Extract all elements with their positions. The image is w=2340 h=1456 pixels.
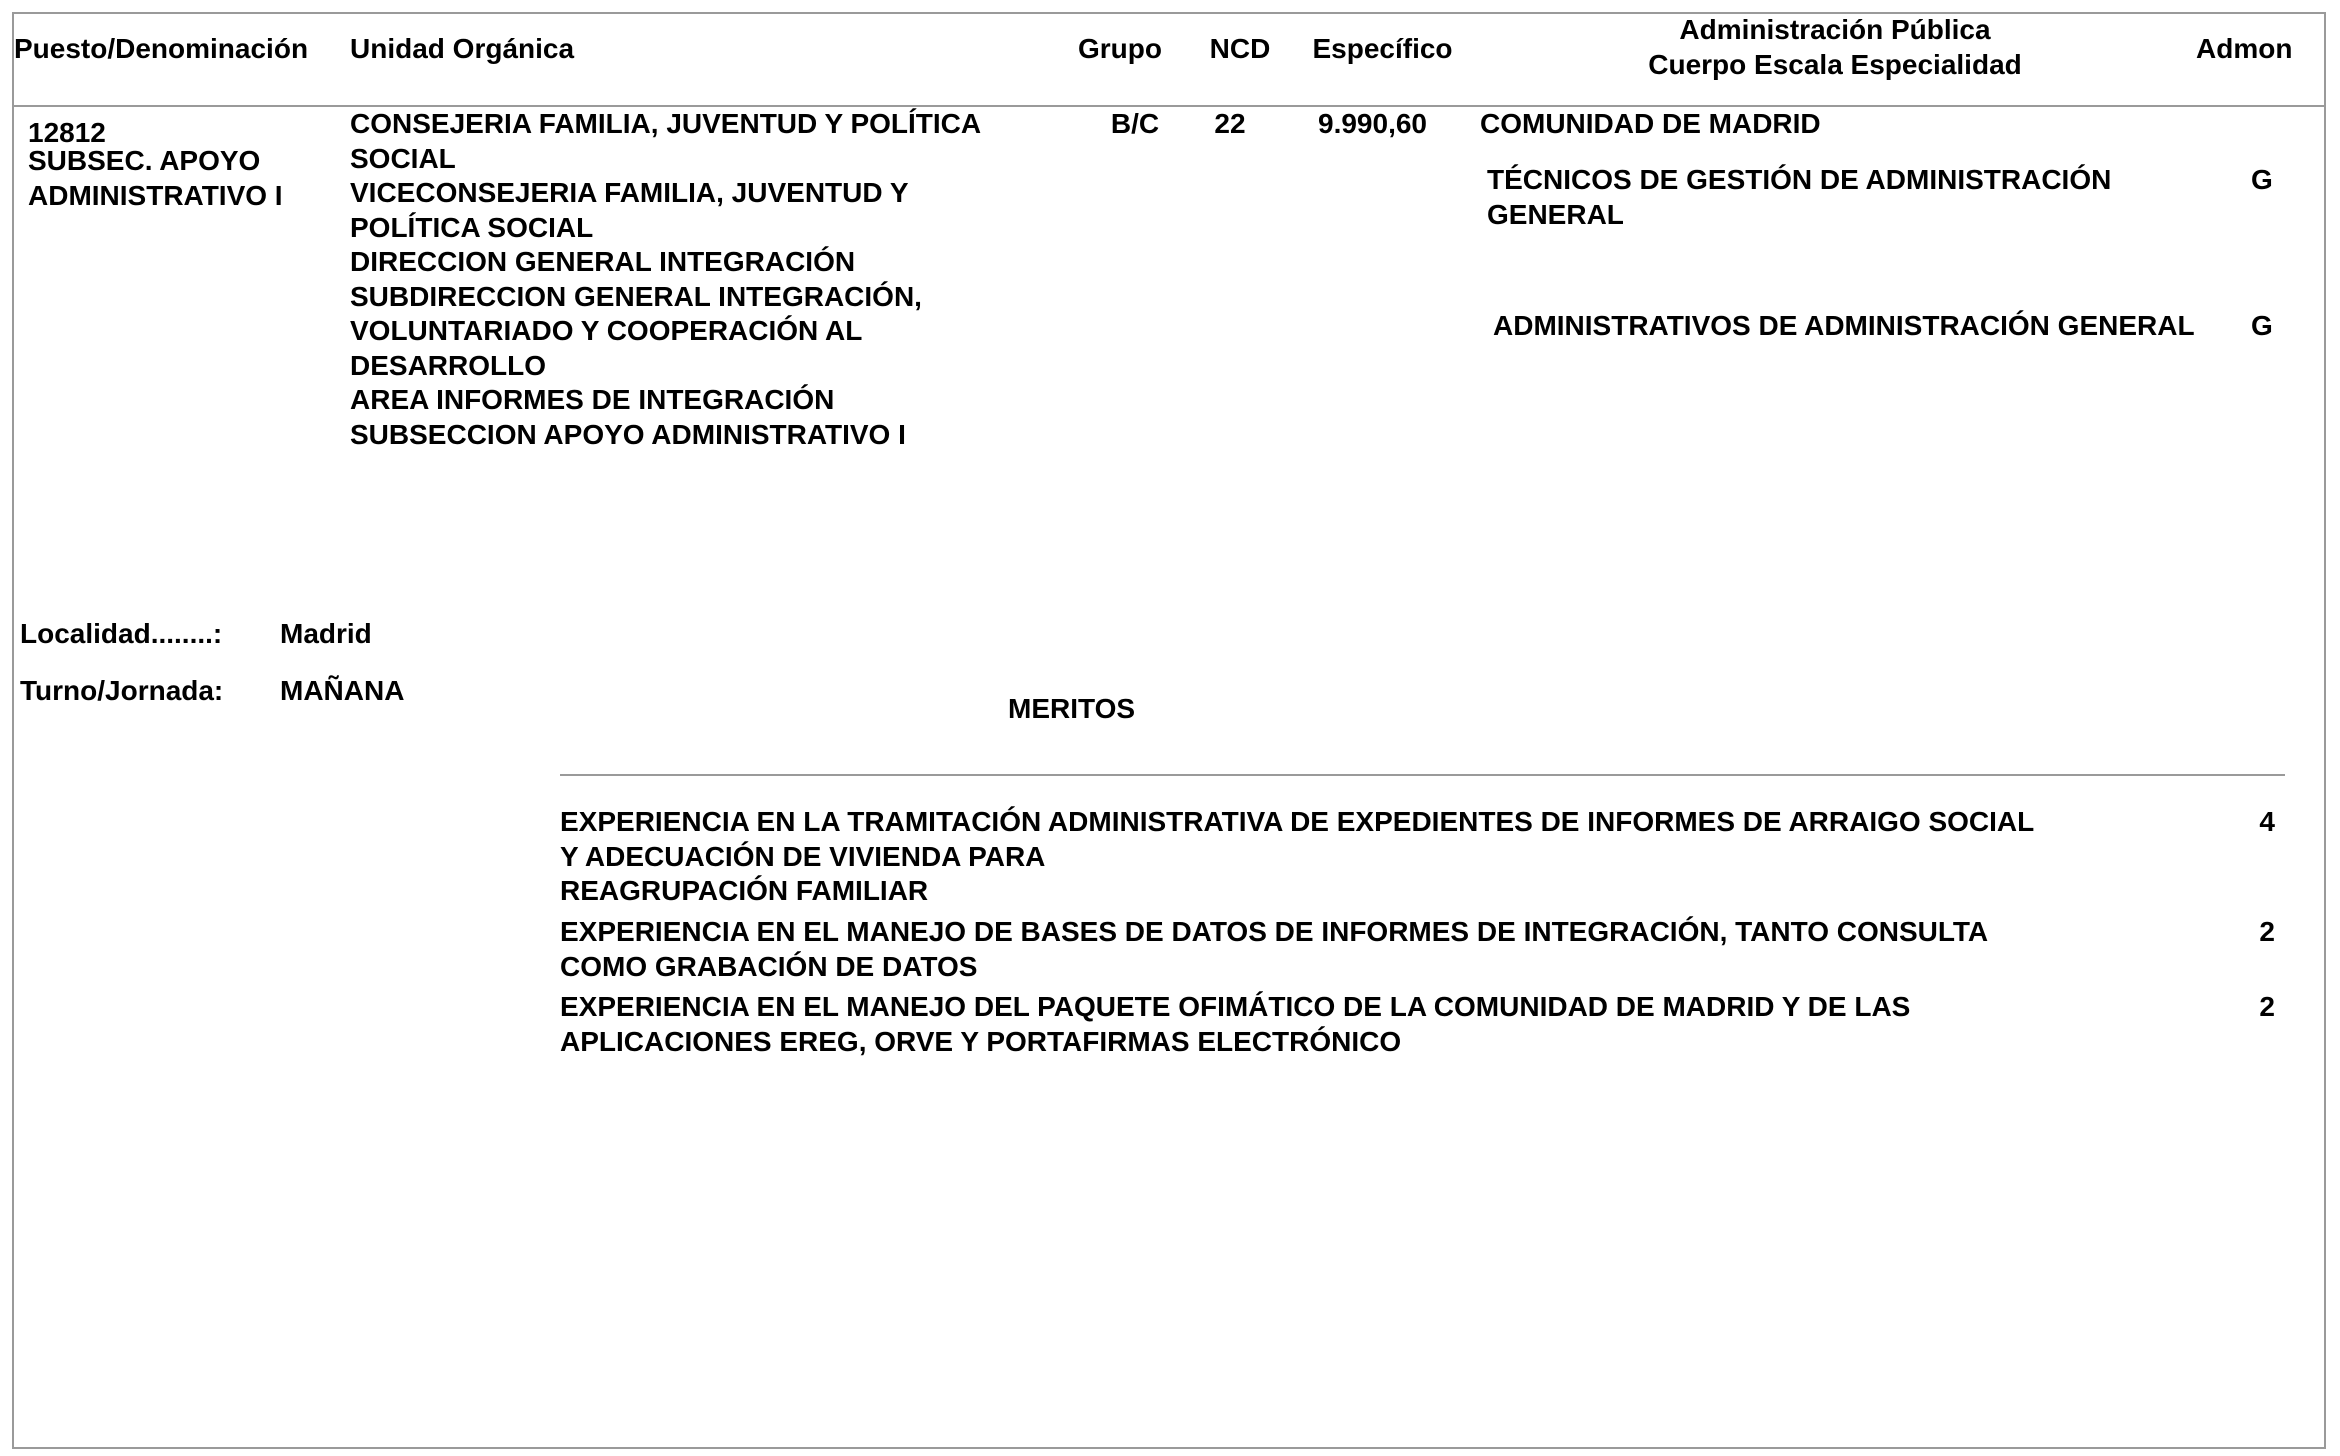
unidad-line: SUBSECCION APOYO ADMINISTRATIVO I bbox=[350, 418, 906, 450]
merito-line: EXPERIENCIA EN EL MANEJO DEL PAQUETE OFIMÁTICO DE LA COMUNIDAD DE MADRID Y DE LAS bbox=[560, 991, 1911, 1022]
merito-line: EXPERIENCIA EN EL MANEJO DE BASES DE DATOS DE INFORMES DE INTEGRACIÓN, TANTO CONSULTA bbox=[560, 916, 1989, 947]
header-unidad: Unidad Orgánica bbox=[350, 33, 575, 64]
unidad-line: DIRECCION GENERAL INTEGRACIÓN bbox=[350, 246, 856, 277]
merito-item bbox=[560, 805, 2034, 909]
merito-points: 2 bbox=[2259, 916, 2275, 947]
merito-points: 4 bbox=[2259, 806, 2275, 837]
merito-item bbox=[560, 915, 1988, 984]
cuerpo-line: GENERAL bbox=[1487, 198, 1624, 230]
cuerpo-item bbox=[1487, 163, 2111, 232]
merito-line: EXPERIENCIA EN LA TRAMITACIÓN ADMINISTRATIVA DE EXPEDIENTES DE INFORMES DE ARRAIGO SOCIAL bbox=[560, 806, 2035, 837]
cuerpo-line: TÉCNICOS DE GESTIÓN DE ADMINISTRACIÓN bbox=[1487, 164, 2112, 195]
administracion-value: COMUNIDAD DE MADRID bbox=[1480, 108, 1821, 139]
localidad-value: Madrid bbox=[280, 618, 372, 649]
cuerpo-line: ADMINISTRATIVOS DE ADMINISTRACIÓN GENERAL bbox=[1493, 310, 2195, 341]
turno-value: MAÑANA bbox=[280, 675, 405, 706]
header-puesto: Puesto/Denominación bbox=[14, 33, 309, 64]
meritos-title: MERITOS bbox=[1008, 693, 1136, 724]
unidad-line: POLÍTICA SOCIAL bbox=[350, 211, 594, 243]
especifico-value: 9.990,60 bbox=[1318, 108, 1427, 139]
merito-points: 2 bbox=[2259, 991, 2275, 1022]
localidad-label: Localidad........: bbox=[20, 618, 223, 649]
puesto-code: 12812 bbox=[28, 117, 106, 148]
meritos-divider bbox=[560, 774, 2285, 776]
header-admin-publica: Administración Pública bbox=[1679, 14, 1991, 45]
puesto-denominacion-line: SUBSEC. APOYO bbox=[28, 145, 261, 176]
header-especifico: Específico bbox=[1312, 33, 1453, 64]
ncd-value: 22 bbox=[1214, 108, 1246, 139]
merito-line: Y ADECUACIÓN DE VIVIENDA PARA bbox=[560, 840, 1046, 872]
cuerpo-item bbox=[1493, 309, 2195, 344]
cuerpo-admon: G bbox=[2251, 310, 2273, 341]
merito-line: APLICACIONES EREG, ORVE Y PORTAFIRMAS ELECTRÓNICO bbox=[560, 1025, 1402, 1057]
unidad-line: SOCIAL bbox=[350, 142, 456, 174]
unidad-line: CONSEJERIA FAMILIA, JUVENTUD Y POLÍTICA bbox=[350, 108, 982, 139]
turno-label: Turno/Jornada: bbox=[20, 675, 224, 706]
puesto-denominacion bbox=[28, 144, 283, 213]
unidad-organica bbox=[350, 107, 981, 452]
header-cuerpo-escala: Cuerpo Escala Especialidad bbox=[1648, 49, 2022, 80]
unidad-line: VOLUNTARIADO Y COOPERACIÓN AL bbox=[350, 315, 863, 346]
header-grupo: Grupo bbox=[1078, 33, 1162, 64]
merito-line: COMO GRABACIÓN DE DATOS bbox=[560, 950, 978, 982]
header-admon: Admon bbox=[2196, 33, 2293, 64]
grupo-value: B/C bbox=[1110, 108, 1160, 139]
unidad-line: VICECONSEJERIA FAMILIA, JUVENTUD Y bbox=[350, 177, 909, 208]
unidad-line: AREA INFORMES DE INTEGRACIÓN bbox=[350, 384, 835, 415]
unidad-line: SUBDIRECCION GENERAL INTEGRACIÓN, bbox=[350, 280, 922, 312]
merito-line: REAGRUPACIÓN FAMILIAR bbox=[560, 875, 929, 906]
header-ncd: NCD bbox=[1209, 33, 1271, 64]
cuerpo-admon: G bbox=[2251, 164, 2273, 195]
unidad-line: DESARROLLO bbox=[350, 349, 546, 381]
puesto-denominacion-line: ADMINISTRATIVO I bbox=[28, 179, 283, 211]
merito-item bbox=[560, 990, 1910, 1059]
